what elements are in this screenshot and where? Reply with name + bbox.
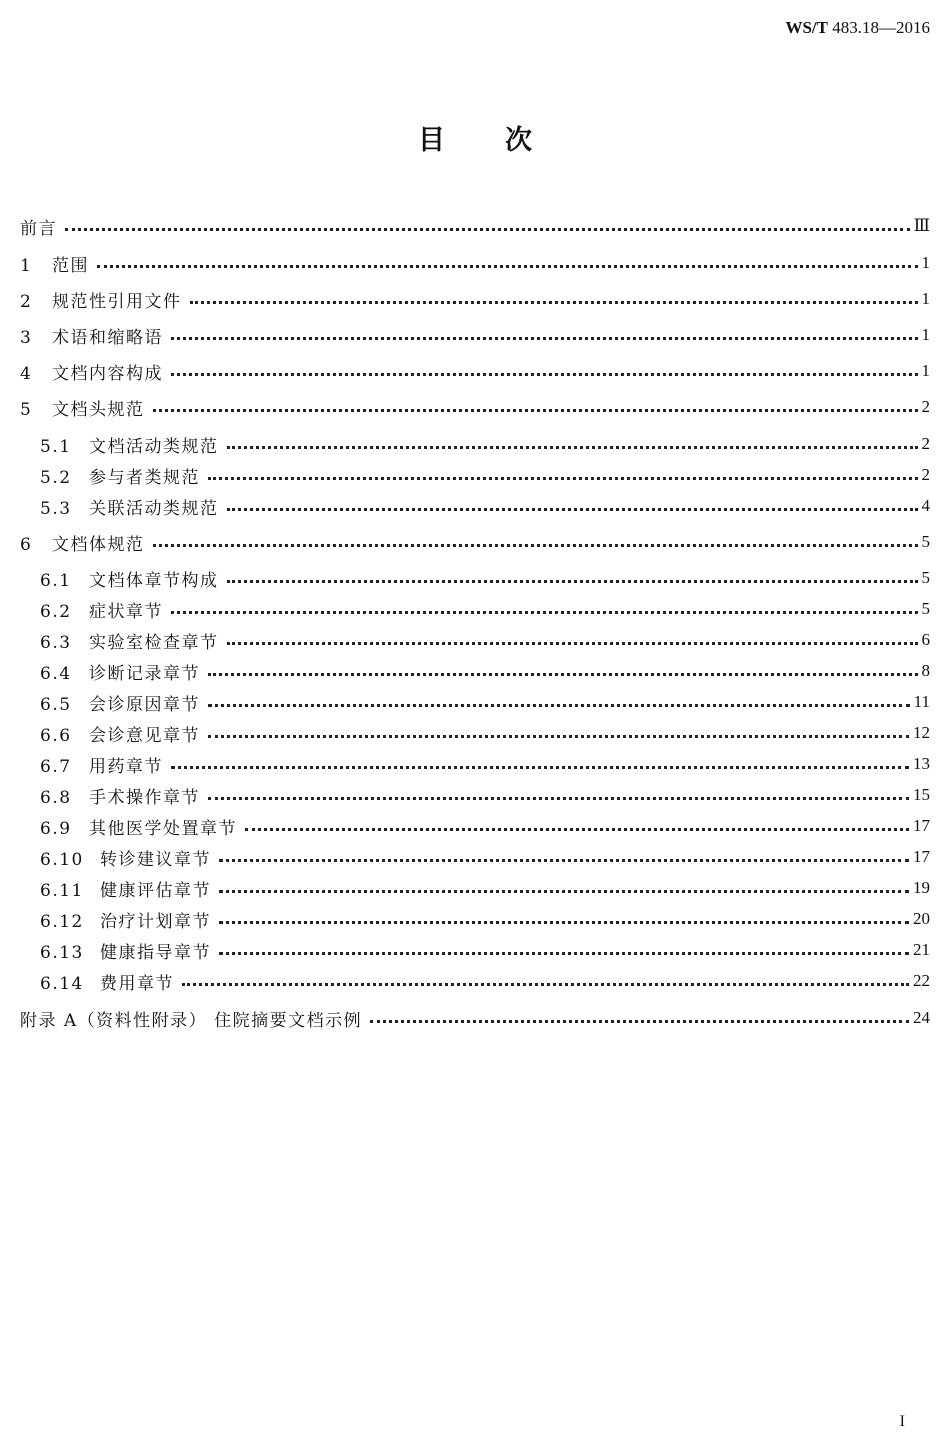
toc-entry-label bbox=[20, 783, 200, 808]
standard-code bbox=[785, 18, 930, 38]
toc-entry-number: 3 bbox=[20, 327, 33, 348]
toc-entry[interactable] bbox=[20, 431, 930, 457]
toc-entry[interactable] bbox=[20, 1005, 930, 1031]
dot-leader bbox=[208, 704, 910, 707]
toc-entry-number: 6.10 bbox=[40, 849, 84, 870]
toc-entry-number: 5 bbox=[20, 399, 33, 420]
toc-entry-page: 6 bbox=[921, 630, 930, 649]
toc-entry-page: Ⅲ bbox=[913, 216, 930, 235]
dot-leader bbox=[219, 890, 909, 893]
toc-entry-page: 12 bbox=[913, 723, 930, 742]
toc-entry-title: 文档体章节构成 bbox=[89, 570, 219, 591]
dot-leader bbox=[208, 735, 909, 738]
toc-entry-label bbox=[20, 463, 200, 488]
toc-entry-page: 15 bbox=[913, 785, 930, 804]
toc-entry[interactable] bbox=[20, 937, 930, 963]
toc-entry[interactable] bbox=[20, 689, 930, 715]
toc-entry-page: 4 bbox=[921, 496, 930, 515]
toc-entry-label bbox=[20, 287, 182, 312]
toc-entry-label bbox=[20, 876, 211, 901]
toc-entry-number: 6.6 bbox=[40, 725, 72, 746]
toc-entry-label bbox=[20, 907, 211, 932]
toc-entry-title: 关联活动类规范 bbox=[89, 498, 219, 519]
toc-entry-number: 6 bbox=[20, 534, 33, 555]
toc-entry-label bbox=[20, 721, 200, 746]
toc-entry-title: 健康指导章节 bbox=[100, 942, 211, 963]
toc-entry-number: 6.14 bbox=[40, 973, 84, 994]
toc-entry-number: 2 bbox=[20, 291, 33, 312]
toc-entry-page: 2 bbox=[921, 397, 930, 416]
toc-entry[interactable] bbox=[20, 875, 930, 901]
toc-entry-title: 用药章节 bbox=[89, 756, 163, 777]
toc-entry-number: 6.11 bbox=[40, 880, 84, 901]
toc-entry[interactable] bbox=[20, 286, 930, 312]
toc-entry-page: 11 bbox=[913, 692, 930, 711]
toc-entry-page: 8 bbox=[921, 661, 930, 680]
toc-entry-page: 21 bbox=[913, 940, 930, 959]
toc-entry[interactable] bbox=[20, 782, 930, 808]
toc-entry-number: 6.13 bbox=[40, 942, 84, 963]
toc-entry-number: 1 bbox=[20, 255, 33, 276]
toc-entry-title: 实验室检查章节 bbox=[89, 632, 219, 653]
toc-entry-title: 治疗计划章节 bbox=[100, 911, 211, 932]
toc-entry-number: 6.5 bbox=[40, 694, 72, 715]
toc-entry-title: 转诊建议章节 bbox=[100, 849, 211, 870]
dot-leader bbox=[97, 265, 918, 268]
toc-entry-label bbox=[20, 969, 174, 994]
dot-leader bbox=[227, 642, 918, 645]
toc-entry-page: 5 bbox=[921, 568, 930, 587]
standard-code-number: 483.18—2016 bbox=[832, 18, 930, 37]
toc-entry-title: 手术操作章节 bbox=[89, 787, 200, 808]
dot-leader bbox=[171, 373, 918, 376]
toc-entry-title: 前言 bbox=[20, 218, 57, 239]
toc-entry-number: 6.7 bbox=[40, 756, 72, 777]
toc-entry[interactable] bbox=[20, 813, 930, 839]
page-folio: I bbox=[899, 1413, 905, 1430]
page-title-char-2: 次 bbox=[505, 125, 532, 156]
toc-entry-number: 6.1 bbox=[40, 570, 72, 591]
toc-entry-title: 健康评估章节 bbox=[100, 880, 211, 901]
toc-entry-label bbox=[20, 597, 163, 622]
toc-entry-title: 文档内容构成 bbox=[52, 363, 163, 384]
dot-leader bbox=[227, 446, 918, 449]
toc-entry-number: 5.1 bbox=[40, 436, 72, 457]
toc-entry[interactable] bbox=[20, 596, 930, 622]
toc-entry-number: 6.2 bbox=[40, 601, 72, 622]
dot-leader bbox=[153, 544, 918, 547]
dot-leader bbox=[227, 508, 918, 511]
toc-entry-label bbox=[20, 845, 211, 870]
toc-entry-page: 19 bbox=[913, 878, 930, 897]
toc-entry-page: 2 bbox=[921, 434, 930, 453]
toc-entry-page: 13 bbox=[913, 754, 930, 773]
toc-entry-page: 1 bbox=[921, 289, 930, 308]
toc-entry-page: 1 bbox=[921, 361, 930, 380]
dot-leader bbox=[208, 673, 918, 676]
toc-entry-page: 17 bbox=[913, 847, 930, 866]
toc-entry[interactable] bbox=[20, 394, 930, 420]
dot-leader bbox=[190, 301, 918, 304]
dot-leader bbox=[65, 228, 910, 231]
toc-entry[interactable] bbox=[20, 658, 930, 684]
toc-entry-page: 2 bbox=[921, 465, 930, 484]
toc-entry-number: 6.12 bbox=[40, 911, 84, 932]
standard-code-prefix: WS/T bbox=[785, 18, 828, 37]
toc-entry[interactable] bbox=[20, 627, 930, 653]
toc-entry-title: 范围 bbox=[52, 255, 89, 276]
toc-entry[interactable] bbox=[20, 968, 930, 994]
toc-entry[interactable] bbox=[20, 322, 930, 348]
toc-entry[interactable] bbox=[20, 751, 930, 777]
toc-entry-label bbox=[20, 530, 145, 555]
dot-leader bbox=[208, 477, 918, 480]
toc-entry-label bbox=[20, 432, 219, 457]
toc-entry-page: 1 bbox=[921, 253, 930, 272]
toc-entry-title: 诊断记录章节 bbox=[89, 663, 200, 684]
toc-entry-label bbox=[20, 359, 163, 384]
toc-entry[interactable] bbox=[20, 213, 930, 239]
page-title bbox=[0, 118, 950, 157]
toc-entry-title: 症状章节 bbox=[89, 601, 163, 622]
toc-entry-label bbox=[20, 214, 57, 239]
toc-entry-title: 文档头规范 bbox=[52, 399, 145, 420]
toc-entry-page: 5 bbox=[921, 599, 930, 618]
dot-leader bbox=[153, 409, 918, 412]
toc-entry-page: 22 bbox=[913, 971, 930, 990]
toc-entry[interactable] bbox=[20, 462, 930, 488]
toc-entry-label bbox=[20, 251, 89, 276]
toc-entry-page: 17 bbox=[913, 816, 930, 835]
toc-entry[interactable] bbox=[20, 358, 930, 384]
dot-leader bbox=[208, 797, 909, 800]
toc-entry-title: 会诊原因章节 bbox=[89, 694, 200, 715]
toc-entry-number: 5.2 bbox=[40, 467, 72, 488]
dot-leader bbox=[219, 921, 909, 924]
toc-entry-title: 费用章节 bbox=[100, 973, 174, 994]
dot-leader bbox=[171, 337, 918, 340]
toc-entry-label bbox=[20, 323, 163, 348]
dot-leader bbox=[171, 766, 909, 769]
dot-leader bbox=[245, 828, 909, 831]
dot-leader bbox=[219, 952, 909, 955]
toc-entry-label bbox=[20, 938, 211, 963]
toc-entry[interactable] bbox=[20, 565, 930, 591]
toc-entry-label bbox=[20, 494, 219, 519]
toc-entry-page: 5 bbox=[921, 532, 930, 551]
page-title-char-1: 目 bbox=[418, 125, 445, 156]
dot-leader bbox=[227, 580, 918, 583]
toc-entry[interactable] bbox=[20, 720, 930, 746]
toc-entry[interactable] bbox=[20, 493, 930, 519]
toc-entry-number: 6.3 bbox=[40, 632, 72, 653]
toc-entry-title: 规范性引用文件 bbox=[52, 291, 182, 312]
toc-entry-number: 5.3 bbox=[40, 498, 72, 519]
toc-entry[interactable] bbox=[20, 906, 930, 932]
toc-entry[interactable] bbox=[20, 529, 930, 555]
dot-leader bbox=[182, 983, 909, 986]
toc-entry-title: 参与者类规范 bbox=[89, 467, 200, 488]
toc-entry-number: 4 bbox=[20, 363, 33, 384]
toc-entry-label bbox=[20, 690, 200, 715]
toc-entry-title: 附录 A（资料性附录） 住院摘要文档示例 bbox=[20, 1010, 363, 1031]
toc-entry-title: 文档体规范 bbox=[52, 534, 145, 555]
toc-entry-title: 术语和缩略语 bbox=[52, 327, 163, 348]
toc-entry[interactable] bbox=[20, 844, 930, 870]
toc-entry-page: 24 bbox=[913, 1008, 930, 1027]
toc-entry-label bbox=[20, 814, 237, 839]
toc-entry-label bbox=[20, 752, 163, 777]
toc-entry-page: 1 bbox=[921, 325, 930, 344]
toc-entry-label bbox=[20, 659, 200, 684]
toc-entry-page: 20 bbox=[913, 909, 930, 928]
toc-entry-title: 会诊意见章节 bbox=[89, 725, 200, 746]
toc-entry-number: 6.9 bbox=[40, 818, 72, 839]
toc-entry-title: 文档活动类规范 bbox=[89, 436, 219, 457]
toc-entry-label bbox=[20, 1006, 362, 1031]
dot-leader bbox=[219, 859, 909, 862]
toc-entry-label bbox=[20, 395, 145, 420]
toc-entry-label bbox=[20, 566, 219, 591]
dot-leader bbox=[171, 611, 918, 614]
dot-leader bbox=[370, 1020, 909, 1023]
toc-entry-number: 6.8 bbox=[40, 787, 72, 808]
toc-entry-number: 6.4 bbox=[40, 663, 72, 684]
toc-entry-label bbox=[20, 628, 219, 653]
toc-entry[interactable] bbox=[20, 250, 930, 276]
toc-entry-title: 其他医学处置章节 bbox=[89, 818, 237, 839]
